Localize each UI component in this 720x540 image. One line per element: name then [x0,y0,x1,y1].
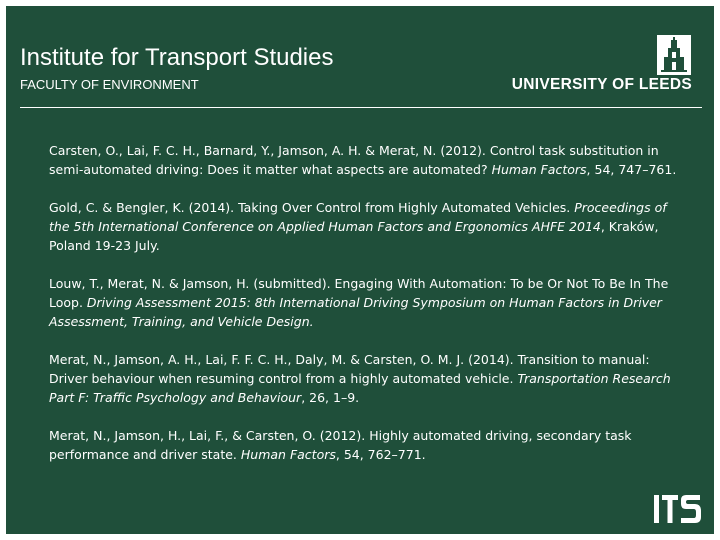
slide [6,6,714,534]
its-logo-icon [654,494,702,524]
header-divider [20,107,702,108]
reference-item: Gold, C. & Bengler, K. (2014). Taking Over Control from Highly Automated Vehicles. Proceedings of the 5th International Conference on Applied Human Factors and Ergonomics AHFE 2014, Kraków, Poland 19-23 July. [49,200,667,253]
reference-item: Carsten, O., Lai, F. C. H., Barnard, Y., Jamson, A. H. & Merat, N. (2012). Control task substitution in semi-automated driving: Does it matter what aspects are automated? Human Factors, 54, 747–761. [49,143,677,177]
reference-list [49,141,689,483]
university-crest-icon [657,35,691,75]
reference-item: Louw, T., Merat, N. & Jamson, H. (submitted). Engaging With Automation: To be Or Not To Be In The Loop. Driving Assessment 2015: 8th International Driving Symposium on Human Factors in Driver Assessment, Training, and Vehicle Design. [49,276,669,329]
reference-item: Merat, N., Jamson, H., Lai, F., & Carsten, O. (2012). Highly automated driving, secondary task performance and driver state. Human Factors, 54, 762–771. [49,428,632,462]
institute-title: Institute for Transport Studies [20,44,334,71]
university-name: UNIVERSITY OF LEEDS [511,76,692,93]
reference-item: Merat, N., Jamson, A. H., Lai, F. F. C. H., Daly, M. & Carsten, O. M. J. (2014). Transition to manual: Driver behaviour when resuming control from a highly automated vehicle. Transportation Research Part F: Traffic Psychology and Behaviour, 26, 1–9. [49,352,671,405]
faculty-subtitle: FACULTY OF ENVIRONMENT [20,77,199,92]
